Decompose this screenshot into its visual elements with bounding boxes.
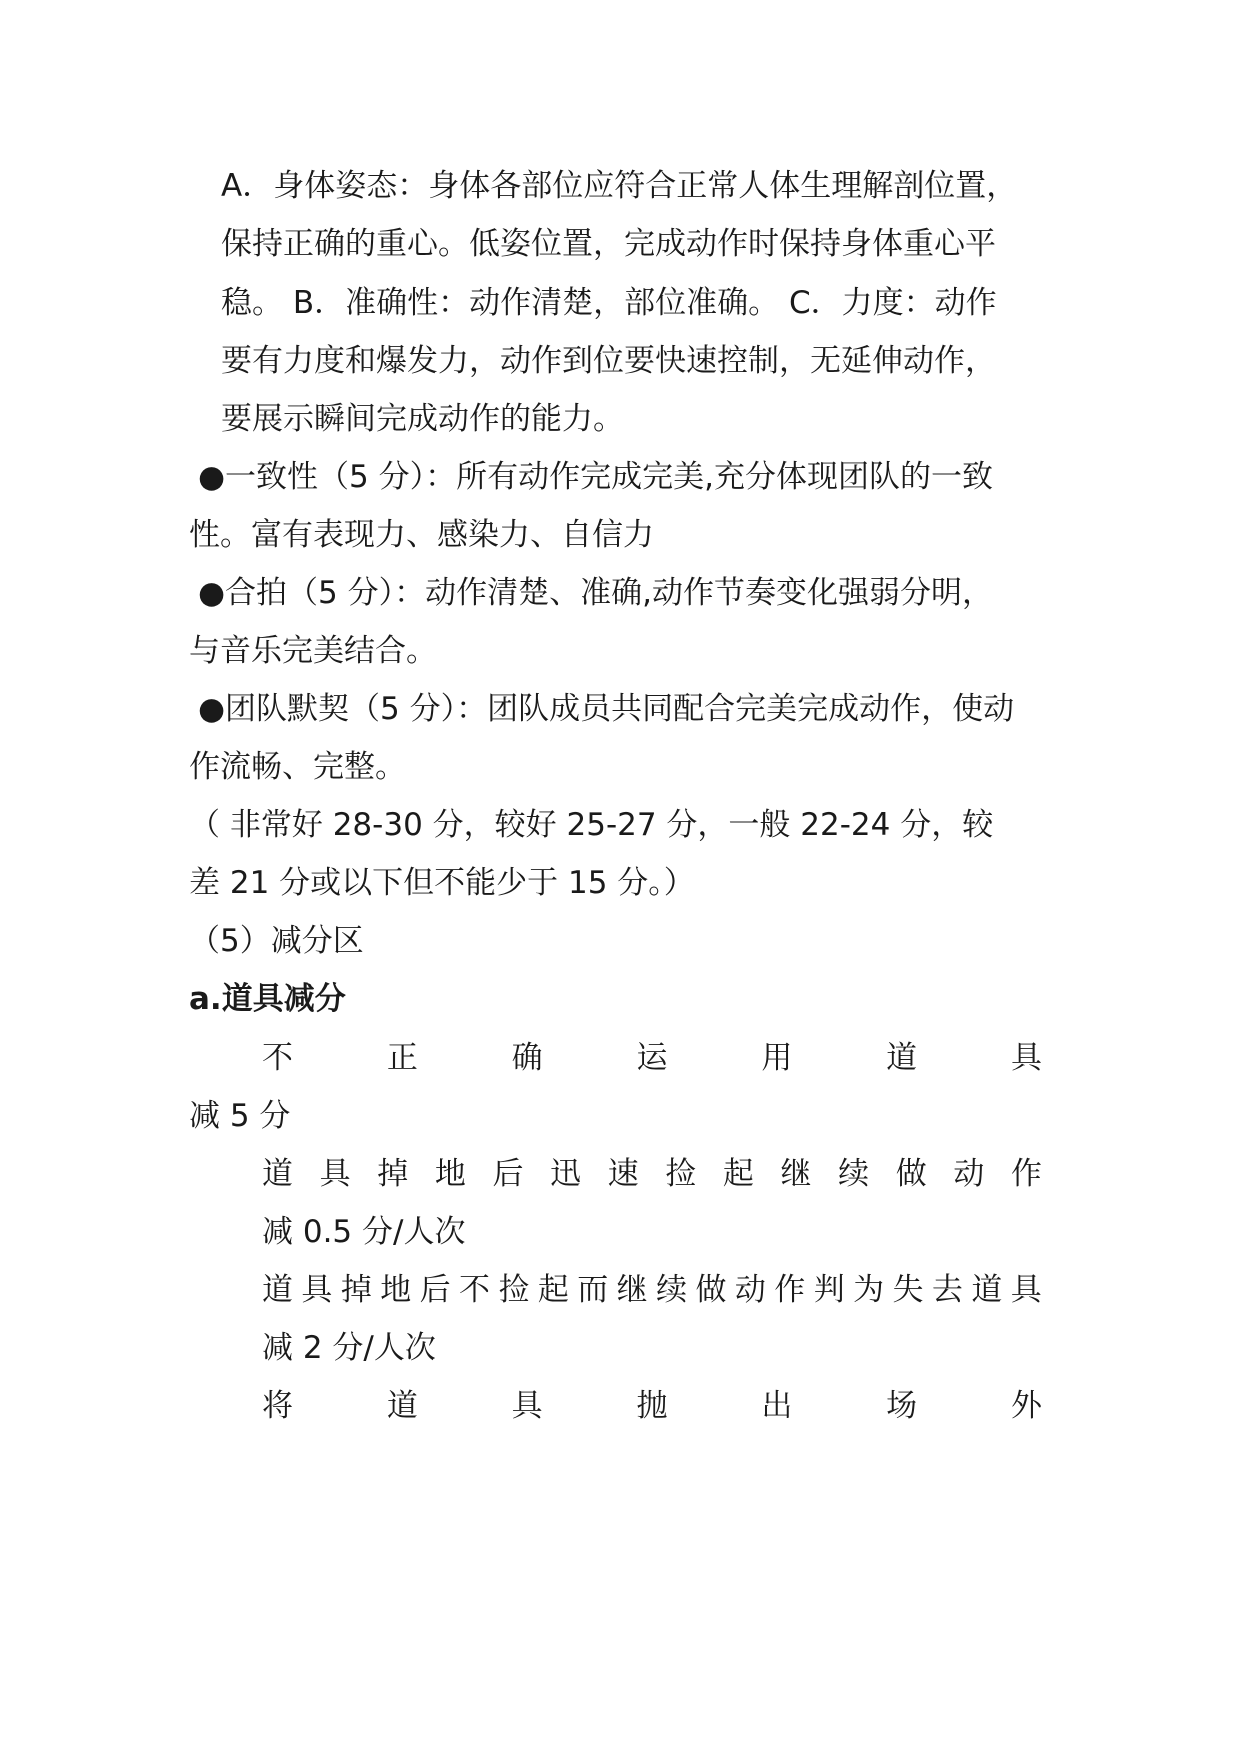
deduction-value-2: 减 0.5 分/人次 xyxy=(262,1214,466,1250)
spread-char: 失 xyxy=(892,1272,924,1308)
spread-char: 不 xyxy=(262,1040,293,1076)
spread-char: 而 xyxy=(577,1272,609,1308)
bullet-teamwork: ●团队默契（5 分）：团队成员共同配合完美完成动作，使动 xyxy=(198,691,1015,727)
spread-char: 做 xyxy=(695,1272,727,1308)
deduction-item-3 xyxy=(262,1270,1042,1310)
score-range-line: 差 21 分或以下但不能少于 15 分。） xyxy=(189,865,695,901)
spread-char: 将 xyxy=(262,1388,293,1424)
spread-char: 抛 xyxy=(636,1388,668,1424)
spread-char: 动 xyxy=(734,1272,766,1308)
spread-char: 继 xyxy=(616,1272,648,1308)
spread-char: 动 xyxy=(953,1156,985,1192)
deduction-item-1 xyxy=(262,1038,1042,1078)
spread-char: 地 xyxy=(380,1272,412,1308)
spread-char: 出 xyxy=(761,1388,793,1424)
spread-char: 迅 xyxy=(550,1156,582,1192)
text-line: 作流畅、完整。 xyxy=(189,749,406,785)
spread-char: 捡 xyxy=(665,1156,697,1192)
spread-char: 为 xyxy=(853,1272,885,1308)
spread-char: 道 xyxy=(262,1272,293,1308)
spread-char: 掉 xyxy=(340,1272,372,1308)
text-line: 稳。 B．准确性：动作清楚，部位准确。 C．力度：动作 xyxy=(221,285,997,321)
spread-char: 正 xyxy=(386,1040,418,1076)
spread-char: 续 xyxy=(656,1272,688,1308)
spread-char: 用 xyxy=(761,1040,793,1076)
spread-char: 作 xyxy=(774,1272,806,1308)
spread-char: 不 xyxy=(459,1272,491,1308)
spread-char: 起 xyxy=(722,1156,754,1192)
text-line: 保持正确的重心。低姿位置，完成动作时保持身体重心平 xyxy=(221,226,996,262)
spread-char: 场 xyxy=(886,1388,918,1424)
spread-char: 后 xyxy=(419,1272,451,1308)
deduction-item-4 xyxy=(262,1386,1042,1426)
spread-char: 速 xyxy=(607,1156,639,1192)
spread-char: 捡 xyxy=(498,1272,530,1308)
text-line: A．身体姿态：身体各部位应符合正常人体生理解剖位置， xyxy=(221,168,1018,204)
spread-char: 地 xyxy=(434,1156,466,1192)
deduction-value-3: 减 2 分/人次 xyxy=(262,1330,436,1366)
spread-char: 确 xyxy=(511,1040,543,1076)
spread-char: 做 xyxy=(895,1156,927,1192)
text-line: 要展示瞬间完成动作的能力。 xyxy=(221,401,624,437)
section-heading: （5）减分区 xyxy=(189,923,364,959)
spread-char: 具 xyxy=(511,1388,543,1424)
score-range-line: （ 非常好 28-30 分，较好 25-27 分，一般 22-24 分，较 xyxy=(189,807,994,843)
text-line: 性。富有表现力、感染力、自信力 xyxy=(189,517,654,553)
bullet-rhythm: ●合拍（5 分）：动作清楚、准确,动作节奏变化强弱分明， xyxy=(198,575,993,611)
spread-char: 去 xyxy=(931,1272,963,1308)
spread-char: 作 xyxy=(1010,1156,1042,1192)
spread-char: 续 xyxy=(838,1156,870,1192)
spread-char: 掉 xyxy=(377,1156,409,1192)
spread-char: 继 xyxy=(780,1156,812,1192)
spread-char: 运 xyxy=(636,1040,668,1076)
spread-char: 后 xyxy=(492,1156,524,1192)
text-line: 要有力度和爆发力，动作到位要快速控制，无延伸动作， xyxy=(221,343,996,379)
spread-char: 具 xyxy=(319,1156,351,1192)
spread-char: 道 xyxy=(971,1272,1003,1308)
spread-char: 道 xyxy=(386,1388,418,1424)
deduction-item-2 xyxy=(262,1154,1042,1194)
spread-char: 判 xyxy=(813,1272,845,1308)
spread-char: 起 xyxy=(537,1272,569,1308)
spread-char: 具 xyxy=(1010,1272,1042,1308)
subsection-heading: a.道具减分 xyxy=(189,981,346,1017)
text-line: 与音乐完美结合。 xyxy=(189,633,437,669)
spread-char: 道 xyxy=(886,1040,918,1076)
spread-char: 外 xyxy=(1010,1388,1042,1424)
deduction-value-1: 减 5 分 xyxy=(189,1098,291,1134)
spread-char: 具 xyxy=(301,1272,333,1308)
spread-char: 道 xyxy=(262,1156,293,1192)
bullet-consistency: ●一致性（5 分）：所有动作完成完美,充分体现团队的一致 xyxy=(198,459,993,495)
spread-char: 具 xyxy=(1010,1040,1042,1076)
